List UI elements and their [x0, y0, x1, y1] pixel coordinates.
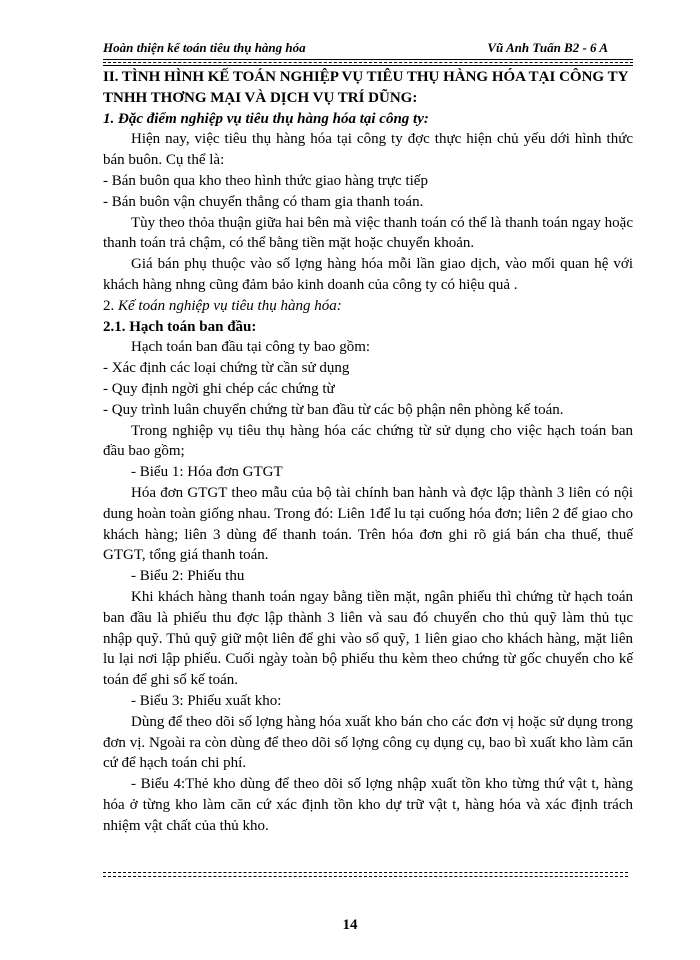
header-rule: [103, 59, 633, 60]
subsection-number: 2.: [103, 297, 118, 314]
header-rule-lower: [103, 65, 633, 66]
page-number: 14: [342, 917, 358, 933]
header-document-title: Hoàn thiện kế toán tiêu thụ hàng hóa: [103, 40, 306, 55]
paragraph: Khi khách hàng thanh toán ngay bằng tiền mặt, ngân phiếu thì chứng từ hạch toán ban đầu là phiếu thu đợc lập thành 3 liên và sau đó chuyển cho thủ quỹ làm thủ tục nhập quỹ. Thủ quỹ giữ một liên để ghi vào sổ quỹ, 1 liên giao cho khách hàng, mặt liên lu lại nơi lập phiếu. Cuối ngày toàn bộ phiếu thu kèm theo chứng từ gốc chuyển cho kế toán để ghi sổ kế toán.: [103, 588, 633, 689]
section-heading: [103, 67, 633, 109]
subsection-heading-2-1: 2.1. Hạch toán ban đầu:: [103, 318, 257, 335]
subsection-heading-1: 1. Đặc điểm nghiệp vụ tiêu thụ hàng hóa tại công ty:: [103, 110, 429, 127]
paragraph: Giá bán phụ thuộc vào số lợng hàng hóa mỗi lần giao dịch, vào mối quan hệ với khách hàng nhng cũng đảm bảo kinh doanh của công ty có hiệu quả .: [103, 256, 633, 293]
list-item: - Quy định ngời ghi chép các chứng từ: [103, 380, 335, 397]
subsection-title: Kế toán nghiệp vụ tiêu thụ hàng hóa:: [118, 297, 342, 314]
paragraph: - Biểu 4:Thẻ kho dùng để theo dõi số lợng nhập xuất tồn kho từng thứ vật t, hàng hóa ở từng kho làm căn cứ xác định tồn kho dự trữ vật t, hàng hóa và xác định trách nhiệm vật chất của thủ kho.: [103, 776, 633, 834]
header-rule-dashed: [103, 62, 633, 63]
paragraph: Hóa đơn GTGT theo mẫu của bộ tài chính ban hành và đợc lập thành 3 liên có nội dung hoàn toàn giống nhau. Trong đó: Liên 1để lu tại cuống hóa đơn; liên 2 để giao cho khách hàng; liên 3 dùng để thanh toán. Trên hóa đơn ghi rõ giá bán cha thuế, thuế GTGT, tổng giá thanh toán.: [103, 484, 633, 564]
paragraph: Tùy theo thỏa thuận giữa hai bên mà việc thanh toán có thể là thanh toán ngay hoặc thanh toán trả chậm, có thể bằng tiền mặt hoặc chuyển khoản.: [103, 214, 633, 252]
page-body: [103, 67, 633, 836]
subsection-heading-2: [103, 296, 633, 317]
footer-rule: [103, 872, 628, 873]
list-item: - Bán buôn qua kho theo hình thức giao hàng trực tiếp: [103, 172, 428, 189]
list-item: - Bán buôn vận chuyển thẳng có tham gia thanh toán.: [103, 193, 424, 210]
form-label: - Biểu 2: Phiếu thu: [131, 568, 245, 585]
section-heading-line-2: TNHH THƠNG MẠI VÀ DỊCH VỤ TRÍ DŨNG:: [103, 89, 418, 106]
form-label: - Biểu 1: Hóa đơn GTGT: [131, 464, 283, 481]
header-author: Vũ Anh Tuấn B2 - 6 A: [487, 40, 608, 55]
list-item: - Xác định các loại chứng từ cần sử dụng: [103, 360, 350, 377]
paragraph: Dùng để theo dõi số lợng hàng hóa xuất kho bán cho các đơn vị hoặc sử dụng trong đơn vị. Ngoài ra còn dùng để theo dõi số lợng công cụ dụng cụ, bao bì xuất kho làm căn cứ để hạch toán chi phí.: [103, 713, 633, 772]
paragraph: Hạch toán ban đầu tại công ty bao gồm:: [131, 339, 371, 356]
paragraph: Hiện nay, việc tiêu thụ hàng hóa tại công ty đợc thực hiện chủ yếu dới hình thức bán buôn. Cụ thể là:: [103, 131, 633, 169]
list-item: - Quy trình luân chuyển chứng từ ban đầu từ các bộ phận nên phòng kế toán.: [103, 401, 564, 418]
running-header: [103, 40, 608, 58]
section-heading-line-1: II. TÌNH HÌNH KẾ TOÁN NGHIỆP VỤ TIÊU THỤ HÀNG HÓA TẠI CÔNG TY: [103, 69, 629, 85]
paragraph: Trong nghiệp vụ tiêu thụ hàng hóa các chứng từ sử dụng cho việc hạch toán ban đầu bao gồm;: [103, 422, 633, 460]
footer-rule-lower: [103, 876, 628, 877]
form-label: - Biểu 3: Phiếu xuất kho:: [131, 692, 282, 709]
